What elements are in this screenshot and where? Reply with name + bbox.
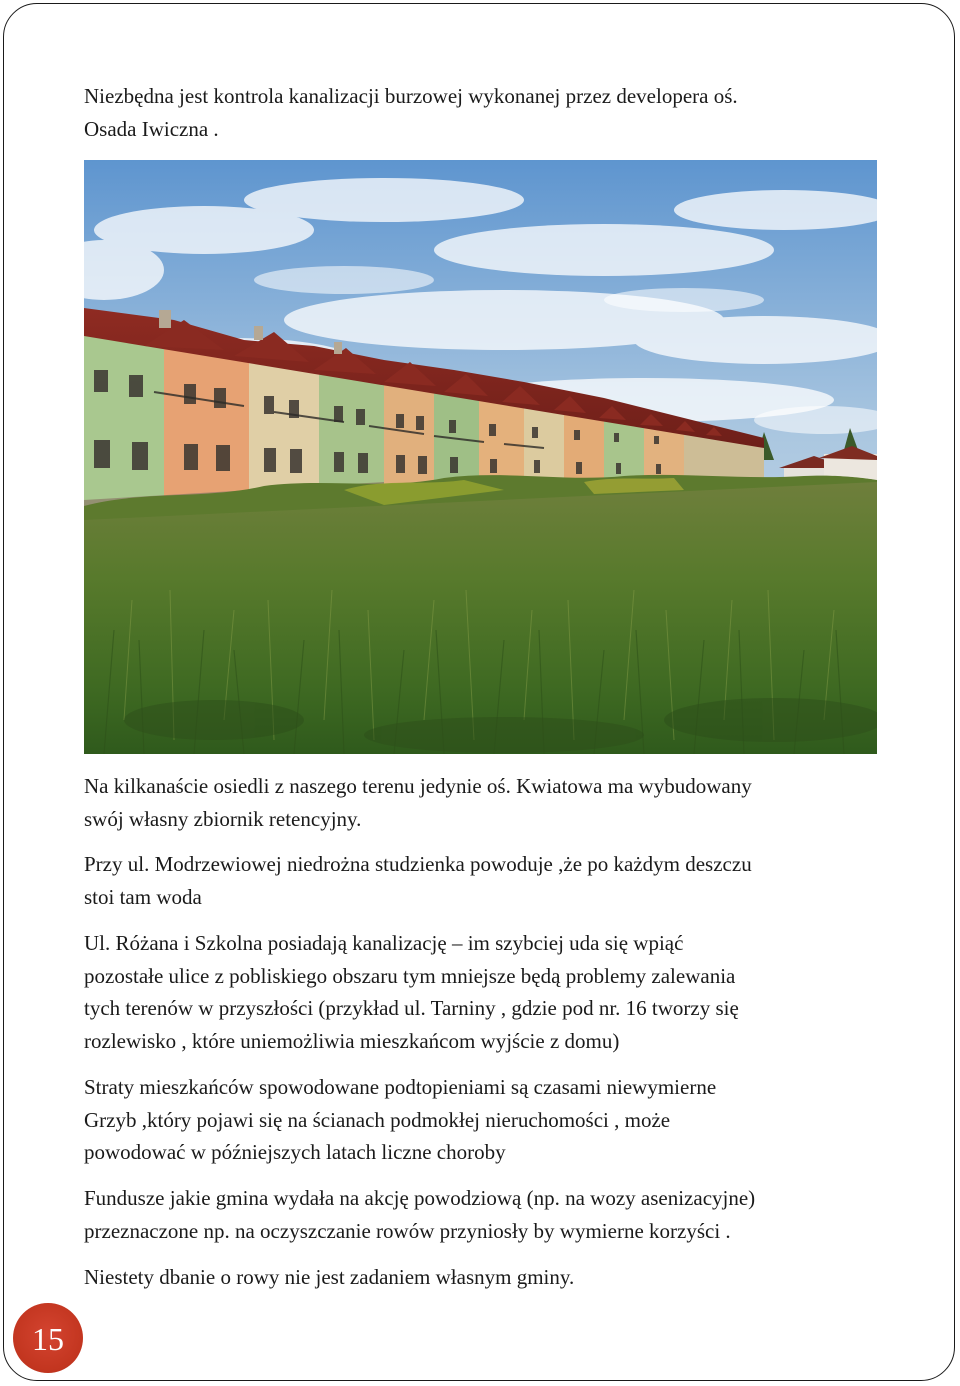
paragraph-modrzewiowa bbox=[84, 848, 884, 913]
housing-estate-photo bbox=[84, 160, 877, 754]
paragraph-line: powodować w późniejszych latach liczne choroby bbox=[84, 1140, 506, 1164]
paragraph-line: rozlewisko , które uniemożliwia mieszkańcom wyjście z domu) bbox=[84, 1028, 620, 1053]
paragraph-line: Na kilkanaście osiedli z naszego terenu jedynie oś. Kwiatowa ma wybudowany bbox=[84, 774, 752, 798]
paragraph-line: Niezbędna jest kontrola kanalizacji burzowej wykonanej przez developera oś. bbox=[84, 84, 738, 108]
paragraph-line: pozostałe ulice z pobliskiego obszaru tym mniejsze będą problemy zalewania bbox=[84, 963, 736, 988]
page-number: 15 bbox=[32, 1321, 64, 1357]
paragraph-losses bbox=[84, 1071, 884, 1169]
paragraph-retention bbox=[84, 770, 884, 835]
paragraph-line: przeznaczone np. na oczyszczanie rowów przyniosły by wymierne korzyści . bbox=[84, 1218, 731, 1243]
paragraph-line: stoi tam woda bbox=[84, 884, 202, 909]
paragraph-rozana-szkolna bbox=[84, 927, 884, 1057]
paragraph-line: Niestety dbanie o rowy nie jest zadaniem własnym gminy. bbox=[84, 1265, 575, 1289]
paragraph-funds bbox=[84, 1182, 884, 1247]
paragraph-ditches bbox=[84, 1261, 884, 1294]
paragraph-intro bbox=[84, 80, 884, 145]
paragraph-line: tych terenów w przyszłości (przykład ul. Tarniny , gdzie pod nr. 16 tworzy się bbox=[84, 996, 739, 1020]
paragraph-line: Przy ul. Modrzewiowej niedrożna studzienka powoduje ,że po każdym deszczu bbox=[84, 852, 752, 876]
paragraph-line: swój własny zbiornik retencyjny. bbox=[84, 806, 362, 831]
paragraph-line: Grzyb ,który pojawi się na ścianach podmokłej nieruchomości , może bbox=[84, 1107, 671, 1132]
paragraph-line: Ul. Różana i Szkolna posiadają kanalizację – im szybciej uda się wpiąć bbox=[84, 931, 684, 955]
paragraph-line: Osada Iwiczna . bbox=[84, 116, 219, 141]
page-number-badge bbox=[13, 1303, 83, 1373]
paragraph-line: Fundusze jakie gmina wydała na akcję powodziową (np. na wozy asenizacyjne) bbox=[84, 1186, 756, 1210]
paragraph-line: Straty mieszkańców spowodowane podtopieniami są czasami niewymierne bbox=[84, 1075, 717, 1099]
